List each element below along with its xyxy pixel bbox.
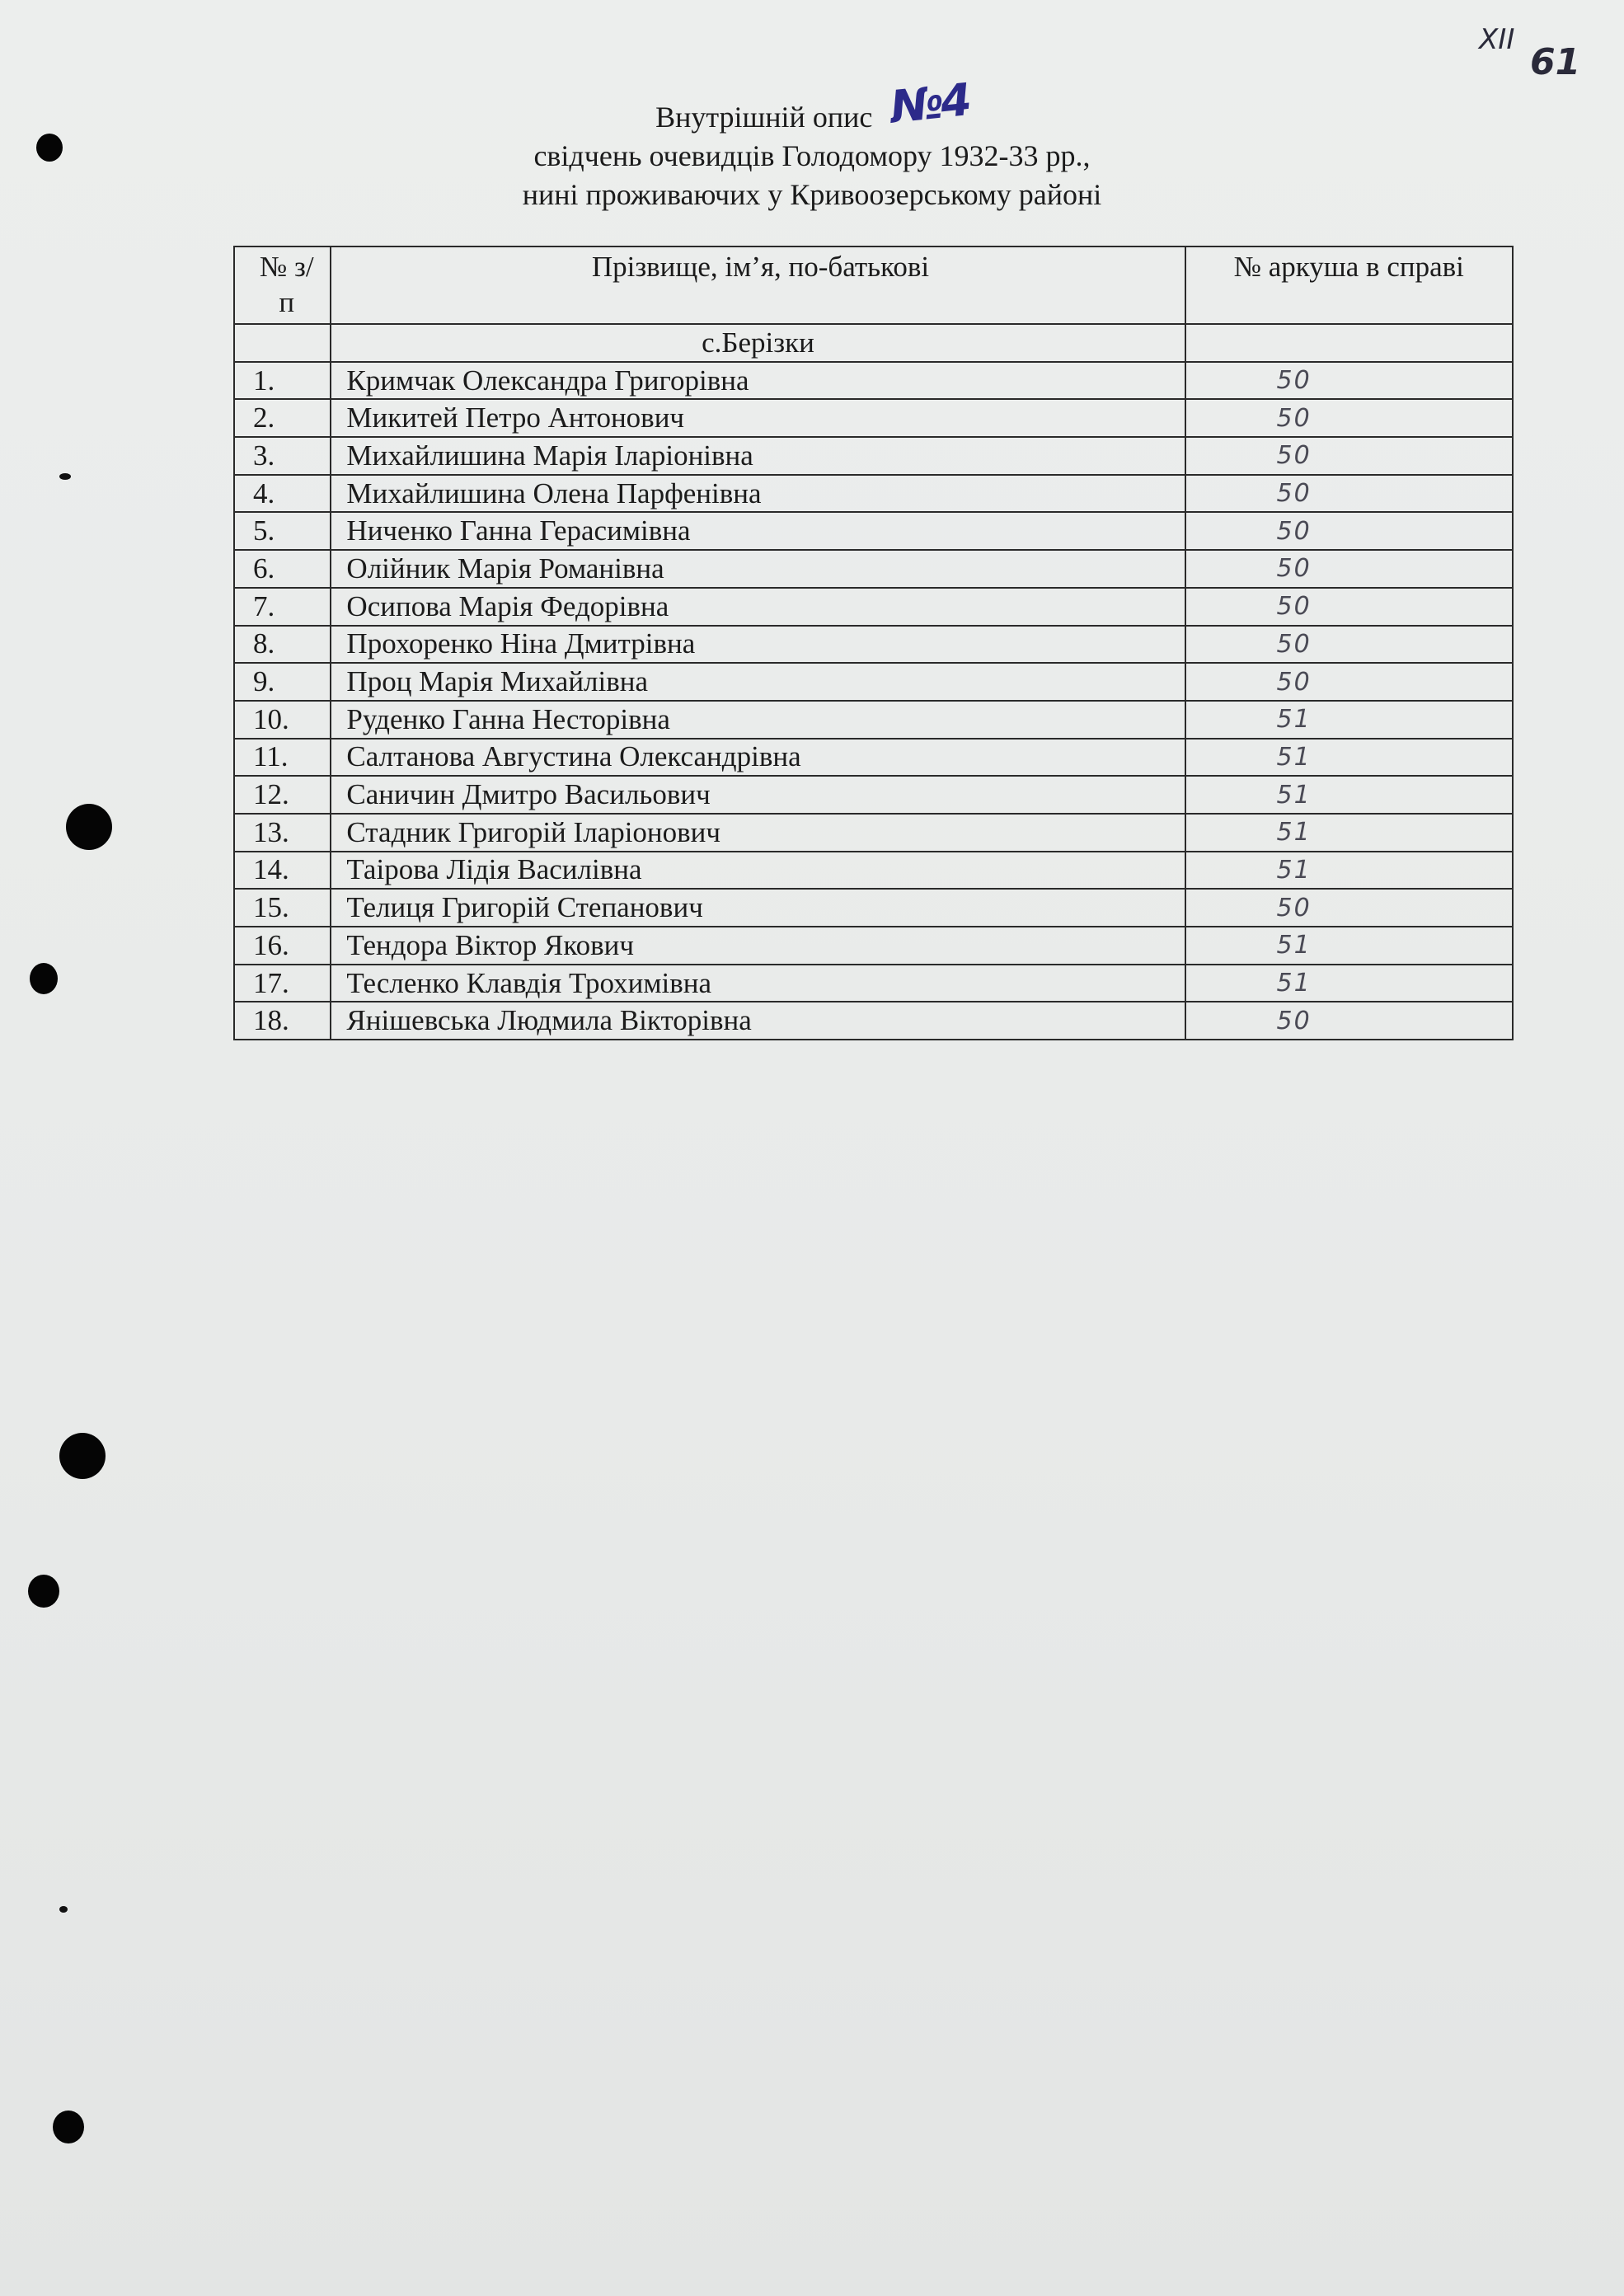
row-sheet-number: 50 xyxy=(1185,626,1514,664)
handwritten-inventory-number: №4 xyxy=(888,73,971,134)
table-row xyxy=(234,739,1513,777)
row-number: 8. xyxy=(234,626,331,664)
title-line-3: нині проживаючих у Кривоозерському районі xyxy=(522,178,1102,211)
table-row xyxy=(234,399,1513,437)
row-name: Янішевська Людмила Вікторівна xyxy=(331,1002,1185,1040)
row-name: Тесленко Клавдія Трохимівна xyxy=(331,965,1185,1002)
ink-speck xyxy=(59,1906,68,1913)
row-number: 4. xyxy=(234,475,331,513)
section-village: с.Берізки xyxy=(331,324,1185,362)
row-sheet-number: 51 xyxy=(1185,739,1514,777)
row-name: Ниченко Ганна Герасимівна xyxy=(331,512,1185,550)
row-number: 2. xyxy=(234,399,331,437)
row-number: 13. xyxy=(234,814,331,852)
header-name: Прізвище, ім’я, по-батькові xyxy=(331,247,1185,324)
table-row xyxy=(234,852,1513,890)
section-empty-cell xyxy=(234,324,331,362)
row-number: 9. xyxy=(234,663,331,701)
row-number: 18. xyxy=(234,1002,331,1040)
table-row xyxy=(234,362,1513,400)
row-name: Телиця Григорій Степанович xyxy=(331,889,1185,927)
row-sheet-number: 50 xyxy=(1185,889,1514,927)
row-sheet-number: 50 xyxy=(1185,550,1514,588)
document-title xyxy=(0,73,1624,214)
row-name: Осипова Марія Федорівна xyxy=(331,588,1185,626)
row-name: Саничин Дмитро Васильович xyxy=(331,776,1185,814)
row-number: 6. xyxy=(234,550,331,588)
table-row xyxy=(234,1002,1513,1040)
title-line-2: свідчень очевидців Голодомору 1932-33 рр., xyxy=(533,139,1091,172)
punch-hole xyxy=(30,963,58,994)
punch-hole xyxy=(59,1433,106,1479)
row-sheet-number: 50 xyxy=(1185,437,1514,475)
row-name: Олійник Марія Романівна xyxy=(331,550,1185,588)
row-name: Михайлишина Олена Парфенівна xyxy=(331,475,1185,513)
row-number: 14. xyxy=(234,852,331,890)
table-header-row xyxy=(234,247,1513,324)
witness-register-table xyxy=(233,246,1514,1040)
archive-mark-top: XII xyxy=(1479,23,1515,56)
punch-hole xyxy=(28,1575,59,1608)
punch-hole xyxy=(66,804,112,850)
table-row xyxy=(234,437,1513,475)
title-line-1: Внутрішній опис №4 xyxy=(655,73,971,134)
row-sheet-number: 50 xyxy=(1185,1002,1514,1040)
table-row xyxy=(234,776,1513,814)
row-name: Михайлишина Марія Іларіонівна xyxy=(331,437,1185,475)
row-sheet-number: 50 xyxy=(1185,399,1514,437)
row-number: 15. xyxy=(234,889,331,927)
row-sheet-number: 50 xyxy=(1185,512,1514,550)
row-number: 12. xyxy=(234,776,331,814)
row-number: 10. xyxy=(234,701,331,739)
row-sheet-number: 51 xyxy=(1185,927,1514,965)
header-number: № з/п xyxy=(234,247,331,324)
row-number: 17. xyxy=(234,965,331,1002)
row-sheet-number: 51 xyxy=(1185,776,1514,814)
row-number: 5. xyxy=(234,512,331,550)
row-number: 3. xyxy=(234,437,331,475)
row-name: Руденко Ганна Несторівна xyxy=(331,701,1185,739)
ink-speck xyxy=(59,473,71,480)
row-sheet-number: 51 xyxy=(1185,814,1514,852)
table-row xyxy=(234,701,1513,739)
table-row xyxy=(234,663,1513,701)
row-number: 1. xyxy=(234,362,331,400)
row-name: Прохоренко Ніна Дмитрівна xyxy=(331,626,1185,664)
archive-mark-side: 61 xyxy=(1530,41,1581,83)
row-name: Таірова Лідія Василівна xyxy=(331,852,1185,890)
row-name: Микитей Петро Антонович xyxy=(331,399,1185,437)
table-row xyxy=(234,512,1513,550)
row-name: Кримчак Олександра Григорівна xyxy=(331,362,1185,400)
table-row xyxy=(234,927,1513,965)
section-empty-cell xyxy=(1185,324,1514,362)
row-number: 11. xyxy=(234,739,331,777)
row-number: 7. xyxy=(234,588,331,626)
row-sheet-number: 50 xyxy=(1185,588,1514,626)
row-name: Проц Марія Михайлівна xyxy=(331,663,1185,701)
row-sheet-number: 51 xyxy=(1185,965,1514,1002)
row-number: 16. xyxy=(234,927,331,965)
header-sheet: № аркуша в справі xyxy=(1185,247,1514,324)
row-sheet-number: 50 xyxy=(1185,362,1514,400)
section-row xyxy=(234,324,1513,362)
table-row xyxy=(234,814,1513,852)
punch-hole xyxy=(53,2111,84,2143)
table-row xyxy=(234,889,1513,927)
table-row xyxy=(234,588,1513,626)
table-row xyxy=(234,965,1513,1002)
row-sheet-number: 51 xyxy=(1185,701,1514,739)
table-row xyxy=(234,475,1513,513)
table-row xyxy=(234,550,1513,588)
row-sheet-number: 50 xyxy=(1185,663,1514,701)
row-name: Салтанова Августина Олександрівна xyxy=(331,739,1185,777)
row-name: Стадник Григорій Іларіонович xyxy=(331,814,1185,852)
row-sheet-number: 51 xyxy=(1185,852,1514,890)
table-row xyxy=(234,626,1513,664)
row-sheet-number: 50 xyxy=(1185,475,1514,513)
row-name: Тендора Віктор Якович xyxy=(331,927,1185,965)
